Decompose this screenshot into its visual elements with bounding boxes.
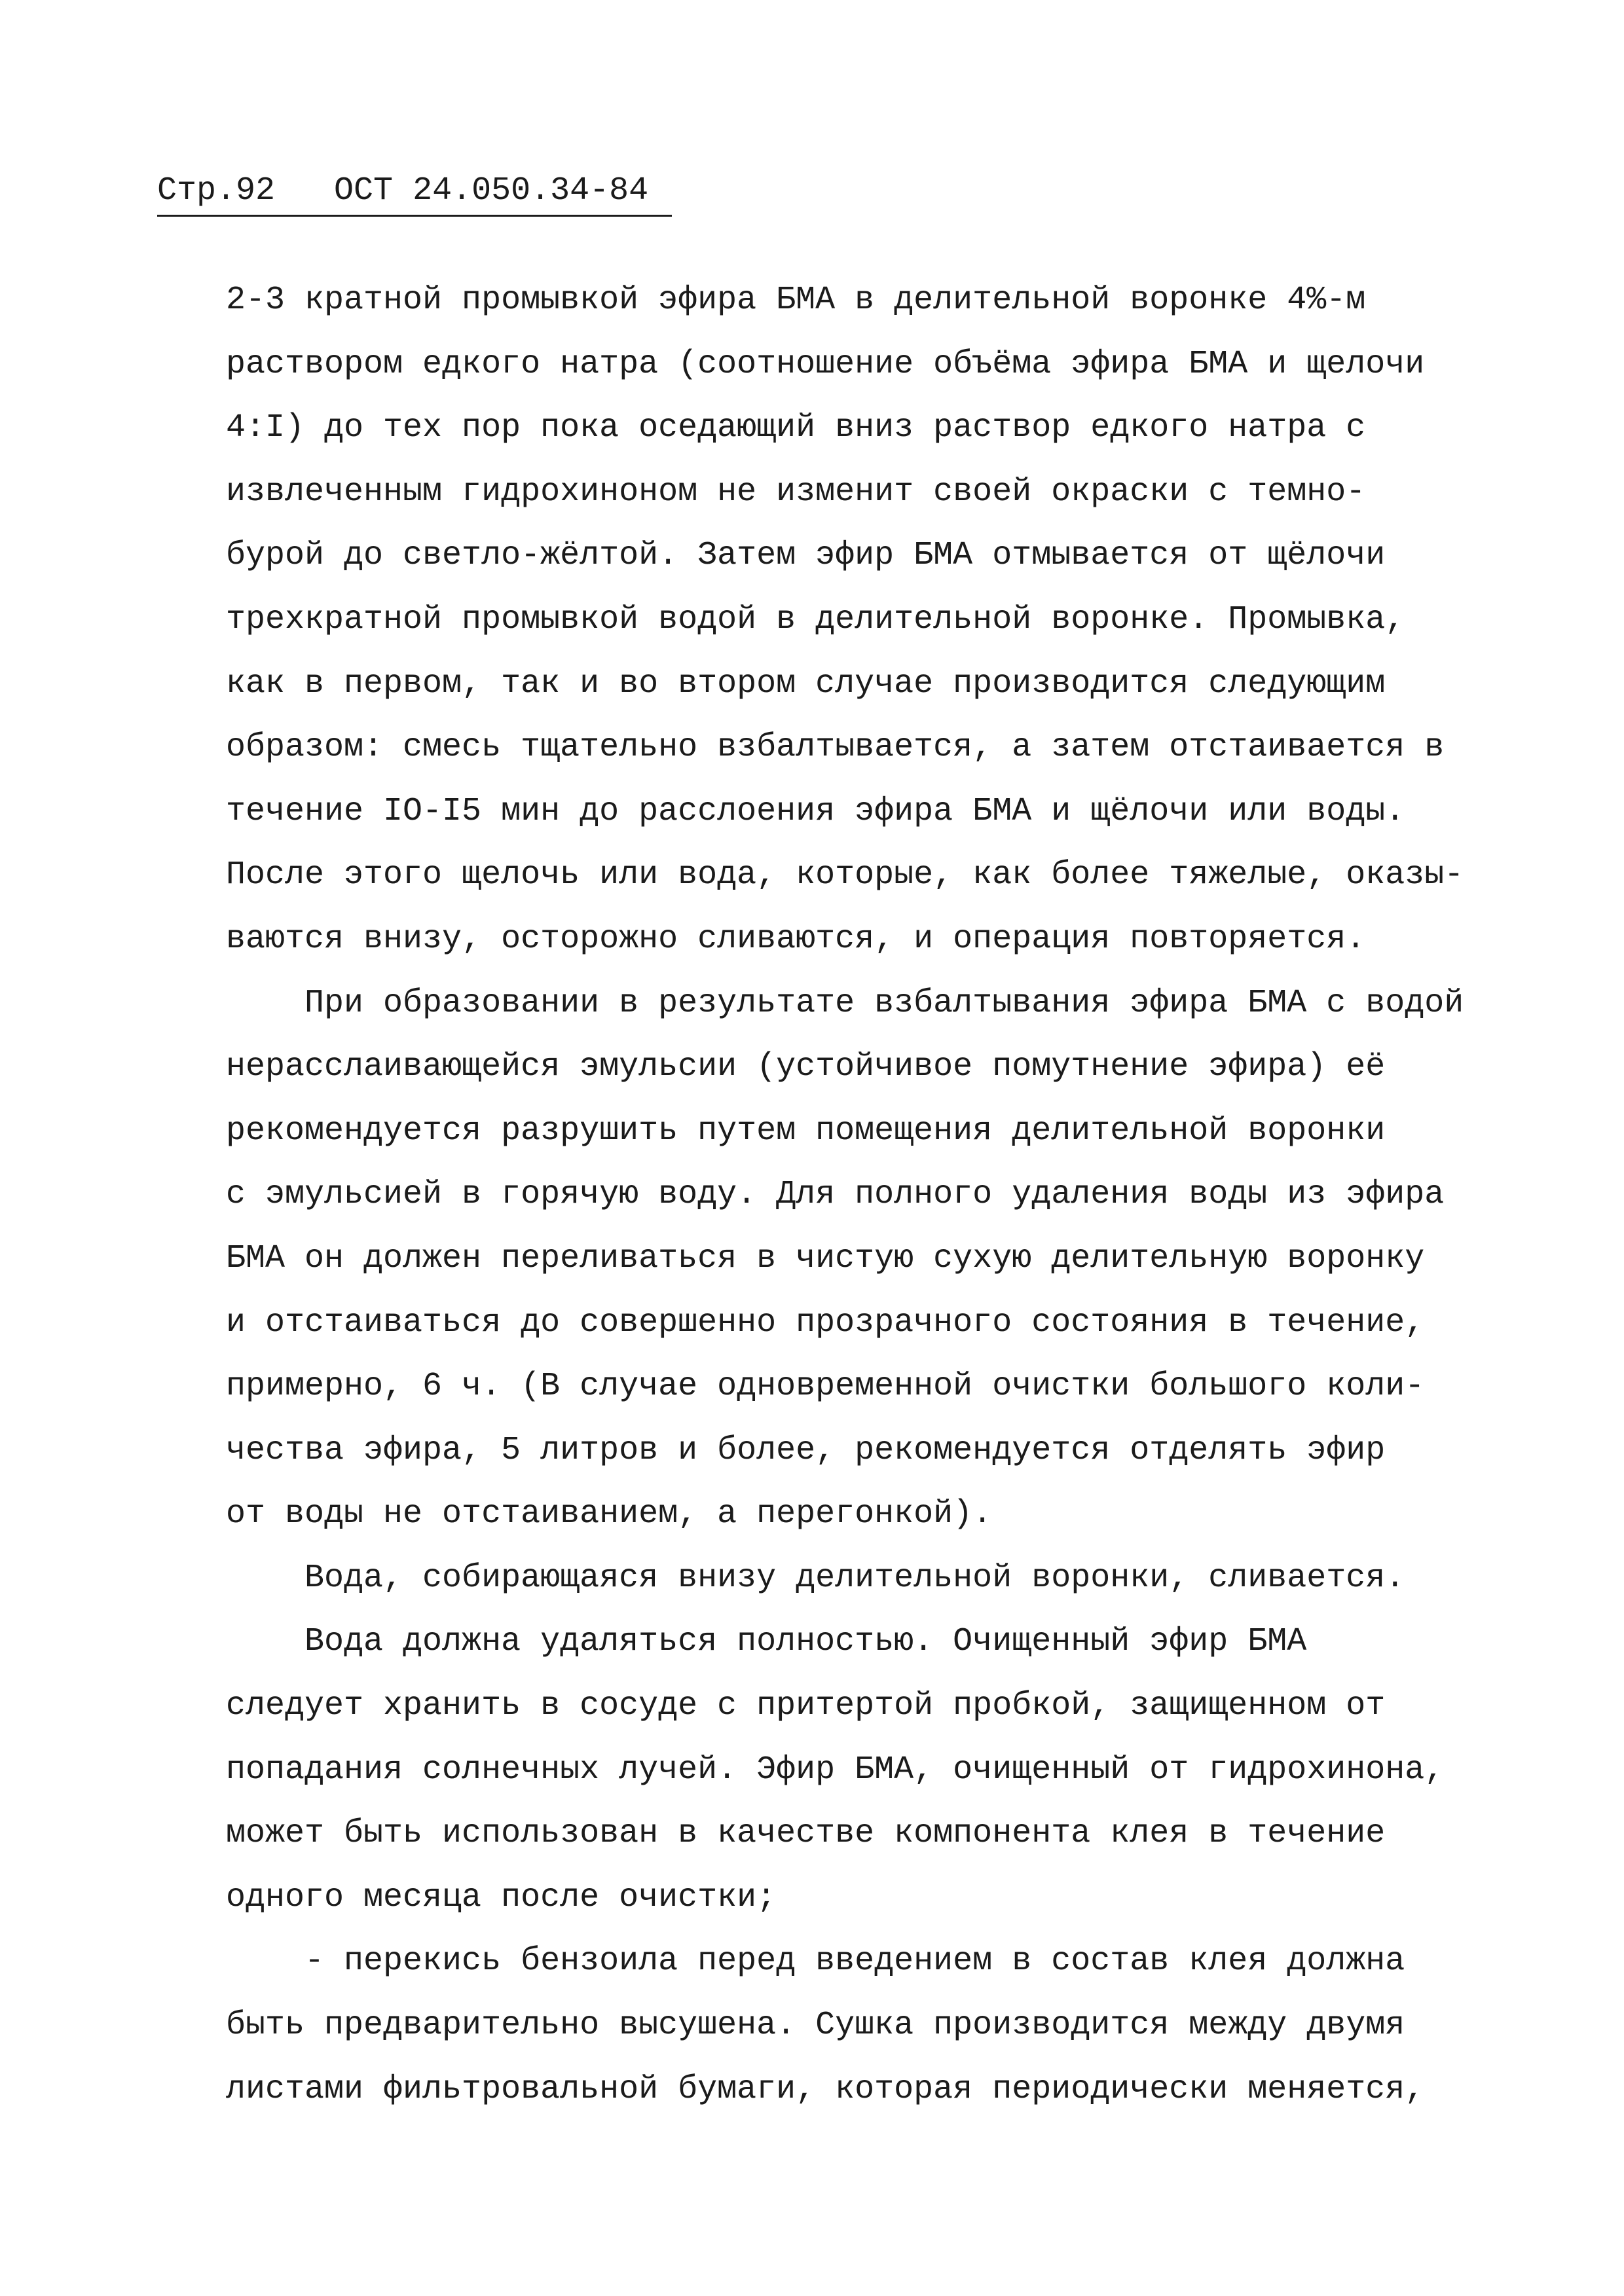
header-underline — [157, 215, 672, 217]
standard-code: ОСТ 24.050.34-84 — [334, 172, 649, 210]
text-line: течение IO-I5 мин до расслоения эфира БМА и щёлочи или воды. — [226, 792, 1405, 830]
text-line: раствором едкого натра (соотношение объёма эфира БМА и щелочи — [226, 345, 1425, 383]
text-line: бурой до светло-жёлтой. Затем эфир БМА отмывается от щёлочи — [226, 537, 1386, 575]
header-gap — [275, 172, 334, 210]
text-line: При образовании в результате взбалтывания эфира БМА с водой — [226, 984, 1464, 1022]
text-line: 2-3 кратной промывкой эфира БМА в делительной воронке 4%-м — [226, 282, 1366, 319]
text-line: Вода должна удаляться полностью. Очищенный эфир БМА — [226, 1623, 1307, 1661]
text-line: 4:I) до тех пор пока оседающий вниз раствор едкого натра с — [226, 409, 1366, 447]
text-line: может быть использован в качестве компонента клея в течение — [226, 1815, 1386, 1853]
text-line: После этого щелочь или вода, которые, как более тяжелые, оказы- — [226, 856, 1464, 894]
text-line: Вода, собирающаяся внизу делительной воронки, сливается. — [226, 1559, 1405, 1597]
text-line: образом: смесь тщательно взбалтывается, а затем отстаивается в — [226, 729, 1445, 767]
text-line: одного месяца после очистки; — [226, 1878, 777, 1916]
text-line: с эмульсией в горячую воду. Для полного удаления воды из эфира — [226, 1176, 1445, 1214]
text-line: - перекись бензоила перед введением в состав клея должна — [226, 1942, 1405, 1980]
body-text — [226, 268, 1470, 2121]
page-number: Стр.92 — [157, 172, 276, 210]
text-line: примерно, 6 ч. (В случае одновременной очистки большого коли- — [226, 1368, 1425, 1406]
text-line: от воды не отстаиванием, а перегонкой). — [226, 1495, 993, 1533]
text-line: нерасслаивающейся эмульсии (устойчивое помутнение эфира) её — [226, 1048, 1386, 1086]
text-line: листами фильтровальной бумаги, которая периодически меняется, — [226, 2070, 1425, 2108]
text-line: ваются внизу, осторожно сливаются, и операция повторяется. — [226, 920, 1366, 958]
text-line: и отстаиваться до совершенно прозрачного состояния в течение, — [226, 1303, 1425, 1341]
text-line: следует хранить в сосуде с притертой пробкой, защищенном от — [226, 1687, 1386, 1725]
text-line: рекомендуется разрушить путем помещения делительной воронки — [226, 1112, 1386, 1150]
text-line: БМА он должен переливаться в чистую сухую делительную воронку — [226, 1239, 1425, 1277]
page-header — [157, 172, 648, 211]
text-line: извлеченным гидрохиноном не изменит своей окраски с темно- — [226, 473, 1366, 511]
text-line: трехкратной промывкой водой в делительной воронке. Промывка, — [226, 600, 1405, 638]
text-line: чества эфира, 5 литров и более, рекомендуется отделять эфир — [226, 1431, 1386, 1469]
text-line: попадания солнечных лучей. Эфир БМА, очищенный от гидрохинона, — [226, 1751, 1445, 1789]
text-line: быть предварительно высушена. Сушка производится между двумя — [226, 2007, 1405, 2045]
text-line: как в первом, так и во втором случае производится следующим — [226, 665, 1386, 702]
